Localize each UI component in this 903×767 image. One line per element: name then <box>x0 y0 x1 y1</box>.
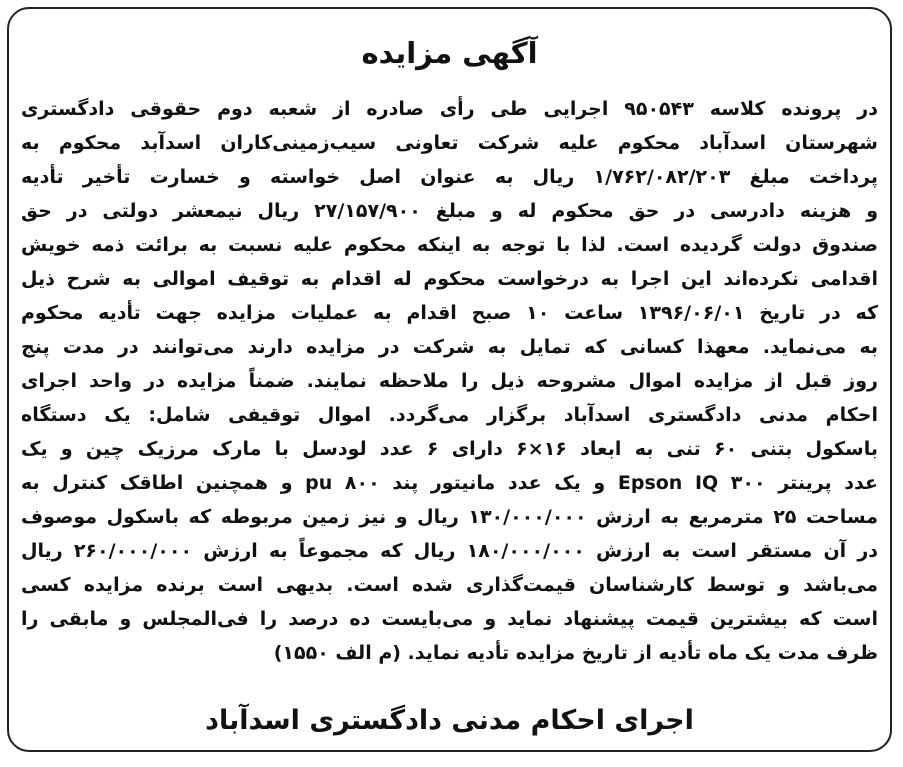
notice-line: مساحت ۲۵ مترمربع به ارزش ۱۳۰/۰۰۰/۰۰۰ ریال و نیز زمین مربوطه که باسکول موصوف <box>21 506 878 528</box>
notice-body <box>21 92 878 670</box>
notice-line: ظرف مدت یک ماه تأدیه از تاریخ مزایده تأدیه نماید. (م الف ۱۵۵۰) <box>273 642 878 664</box>
notice-title: آگهی مزایده <box>361 36 538 70</box>
notice-line: عدد پرینتر Epson IQ ۳۰۰ و یک عدد مانیتور پند pu ۸۰۰ و همچنین اطاقک کنترل به <box>21 472 878 494</box>
notice-line: به می‌نماید. معهذا کسانی که تمایل به شرکت در مزایده دارند می‌توانند در مدت پنج <box>21 336 878 358</box>
notice-frame <box>7 7 892 752</box>
notice-line: که در تاریخ ۱۳۹۶/۰۶/۰۱ ساعت ۱۰ صبح اقدام به عملیات مزایده جهت تأدیه محکوم <box>21 302 878 324</box>
notice-line: اقدامی نکرده‌اند این اجرا به درخواست محکوم له اقدام به توقیف اموالی به شرح ذیل <box>21 268 878 290</box>
notice-signature: اجرای احکام مدنی دادگستری اسدآباد <box>205 705 694 736</box>
notice-line: است که بیشترین قیمت پیشنهاد نماید و می‌بایست ده درصد را فی‌المجلس و مابقی را <box>21 608 878 630</box>
notice-line: احکام مدنی دادگستری اسدآباد برگزار می‌گردد. اموال توقیفی شامل: یک دستگاه <box>21 404 878 426</box>
notice-line: صندوق دولت گردیده است. لذا با توجه به اینکه محکوم علیه نسبت به برائت ذمه خویش <box>21 234 878 256</box>
notice-line: در آن مستقر است به ارزش ۱۸۰/۰۰۰/۰۰۰ ریال که مجموعاً به ارزش ۲۶۰/۰۰۰/۰۰۰ ریال <box>21 540 878 562</box>
notice-line: می‌باشد و توسط کارشناسان قیمت‌گذاری شده است. بدیهی است برنده مزایده کسی <box>21 574 878 596</box>
notice-line: در پرونده کلاسه ۹۵۰۵۴۳ اجرایی طی رأی صادره از شعبه دوم حقوقی دادگستری <box>21 98 878 120</box>
notice-line: باسکول بتنی ۶۰ تنی به ابعاد ۱۶×۶ دارای ۶ عدد لودسل با مارک مرزیک چین و یک <box>21 438 878 460</box>
notice-line: شهرستان اسدآباد محکوم علیه شرکت تعاونی سیب‌زمینی‌کاران اسدآبد محکوم به <box>21 132 878 154</box>
notice-line: روز قبل از مزایده اموال مشروحه ذیل را ملاحظه نمایند. ضمناً مزایده در واحد اجرای <box>21 370 878 392</box>
notice-line: و هزینه دادرسی در حق محکوم له و مبلغ ۲۷/۱۵۷/۹۰۰ ریال نیمعشر دولتی در حق <box>21 200 878 222</box>
notice-line: پرداخت مبلغ ۱/۷۶۲/۰۸۲/۲۰۳ ریال به عنوان اصل خواسته و خسارت تأخیر تأدیه <box>21 166 878 188</box>
